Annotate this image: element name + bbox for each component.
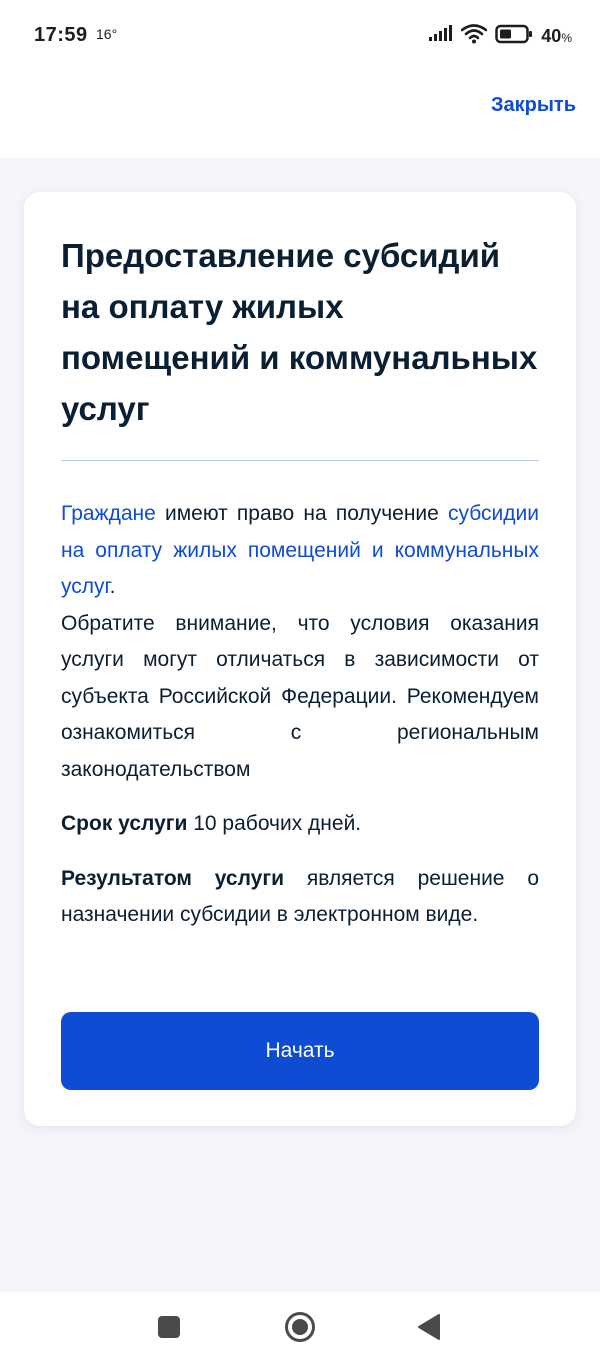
battery-percent-value: 40 — [541, 25, 562, 46]
navigation-bar — [0, 1292, 600, 1366]
intro-text: имеют право на получение — [155, 502, 449, 525]
recent-apps-button[interactable] — [152, 1312, 186, 1346]
term-value: 10 рабочих дней. — [187, 812, 362, 835]
signal-icon — [429, 25, 453, 48]
status-time: 17:59 — [34, 24, 88, 46]
status-bar — [0, 0, 600, 72]
citizens-link[interactable]: Граждане — [61, 502, 156, 525]
subsidy-link[interactable]: субсидии на оплату жилых помещений и коммунальных услуг — [61, 502, 539, 598]
page-title: Предоставление субсидий на оплату жилых помещений и коммунальных услуг — [61, 237, 538, 427]
battery-percent-unit: % — [561, 30, 572, 45]
term-paragraph — [61, 806, 539, 843]
back-triangle-icon — [416, 1313, 442, 1346]
result-value: является решение о назначении субсидии в электронном виде. — [61, 866, 539, 926]
circle-icon — [284, 1311, 316, 1348]
home-button[interactable] — [283, 1312, 317, 1346]
term-label: Срок услуги — [61, 812, 188, 835]
top-header — [0, 72, 600, 158]
wifi-icon — [461, 24, 487, 49]
square-icon — [157, 1315, 181, 1344]
status-temperature: 16° — [96, 26, 118, 42]
result-label: Результатом услуги — [61, 866, 285, 890]
result-paragraph — [61, 861, 539, 934]
notice-paragraph: Обратите внимание, что условия оказания услуги могут отличаться в зависимости от субъекта Российской Федерации. Рекомендуем ознакомиться с региональным законодательством — [61, 611, 539, 781]
battery-percent — [541, 26, 572, 47]
title-divider — [61, 460, 539, 461]
close-button[interactable]: Закрыть — [490, 94, 576, 116]
back-button[interactable] — [412, 1312, 446, 1346]
service-description — [61, 496, 539, 934]
start-button[interactable]: Начать — [61, 1012, 539, 1090]
battery-icon — [495, 24, 533, 49]
intro-paragraph — [61, 496, 539, 606]
status-indicators — [429, 22, 572, 50]
intro-period: . — [109, 575, 116, 598]
service-card — [24, 192, 576, 1126]
